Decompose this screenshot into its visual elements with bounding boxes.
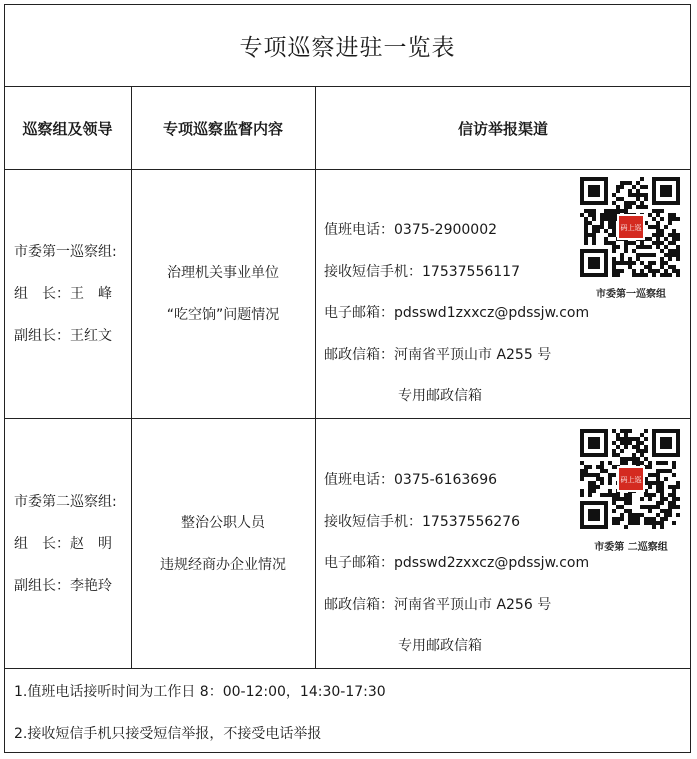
postal-box: 邮政信箱：河南省平顶山市 A256 号 <box>324 596 552 613</box>
postal-box-note: 专用邮政信箱 <box>398 388 482 404</box>
sms-phone[interactable]: 接收短信手机：17537556117 <box>324 263 520 280</box>
qr-caption: 市委第一巡察组 <box>596 289 666 300</box>
row2-leaders <box>14 481 129 607</box>
content-line: 治理机关事业单位 <box>167 265 279 281</box>
qr-caption: 市委第 二巡察组 <box>594 542 668 553</box>
notes <box>14 671 386 755</box>
duty-phone[interactable]: 值班电话：0375-2900002 <box>324 222 498 238</box>
leader: 组 长：赵 明 <box>14 536 112 552</box>
postal-box: 邮政信箱：河南省平顶山市 A255 号 <box>324 346 552 363</box>
row2-content <box>132 502 314 586</box>
sms-phone[interactable]: 接收短信手机：17537556276 <box>324 513 520 530</box>
group-name: 市委第二巡察组: <box>14 494 117 510</box>
content-line: 整治公职人员 <box>181 515 265 531</box>
row1-content <box>132 252 314 336</box>
qr-code[interactable] <box>577 428 683 530</box>
postal-box-note: 专用邮政信箱 <box>398 638 482 654</box>
deputy-leader: 副组长：王红文 <box>14 328 112 344</box>
group-name: 市委第一巡察组: <box>14 244 117 260</box>
header-channels: 信访举报渠道 <box>457 119 548 138</box>
email[interactable]: 电子邮箱：pdsswd1zxxcz@pdssjw.com <box>324 305 590 321</box>
deputy-leader: 副组长：李艳玲 <box>14 578 112 594</box>
leader: 组 长：王 峰 <box>14 286 112 302</box>
qr-code[interactable] <box>577 176 683 278</box>
note-line: 1.值班电话接听时间为工作日 8：00-12:00，14:30-17:30 <box>14 684 386 700</box>
divider <box>4 668 691 669</box>
divider <box>4 418 691 419</box>
duty-phone[interactable]: 值班电话：0375-6163696 <box>324 472 498 488</box>
header-content: 专项巡察监督内容 <box>162 119 283 138</box>
row2-channels <box>324 460 590 668</box>
email[interactable]: 电子邮箱：pdsswd2zxxcz@pdssjw.com <box>324 555 590 571</box>
page-title: 专项巡察进驻一览表 <box>4 4 691 87</box>
row1-leaders <box>14 231 129 357</box>
svg-text:码上巡: 码上巡 <box>620 476 642 484</box>
note-line: 2.接收短信手机只接受短信举报，不接受电话举报 <box>14 726 322 742</box>
content-line: 违规经商办企业情况 <box>160 557 286 573</box>
row1-channels <box>324 210 590 418</box>
divider <box>4 169 691 170</box>
content-line: “吃空饷”问题情况 <box>166 307 280 323</box>
divider <box>315 87 316 668</box>
header-group: 巡察组及领导 <box>22 119 113 138</box>
svg-text:码上巡: 码上巡 <box>620 224 642 232</box>
